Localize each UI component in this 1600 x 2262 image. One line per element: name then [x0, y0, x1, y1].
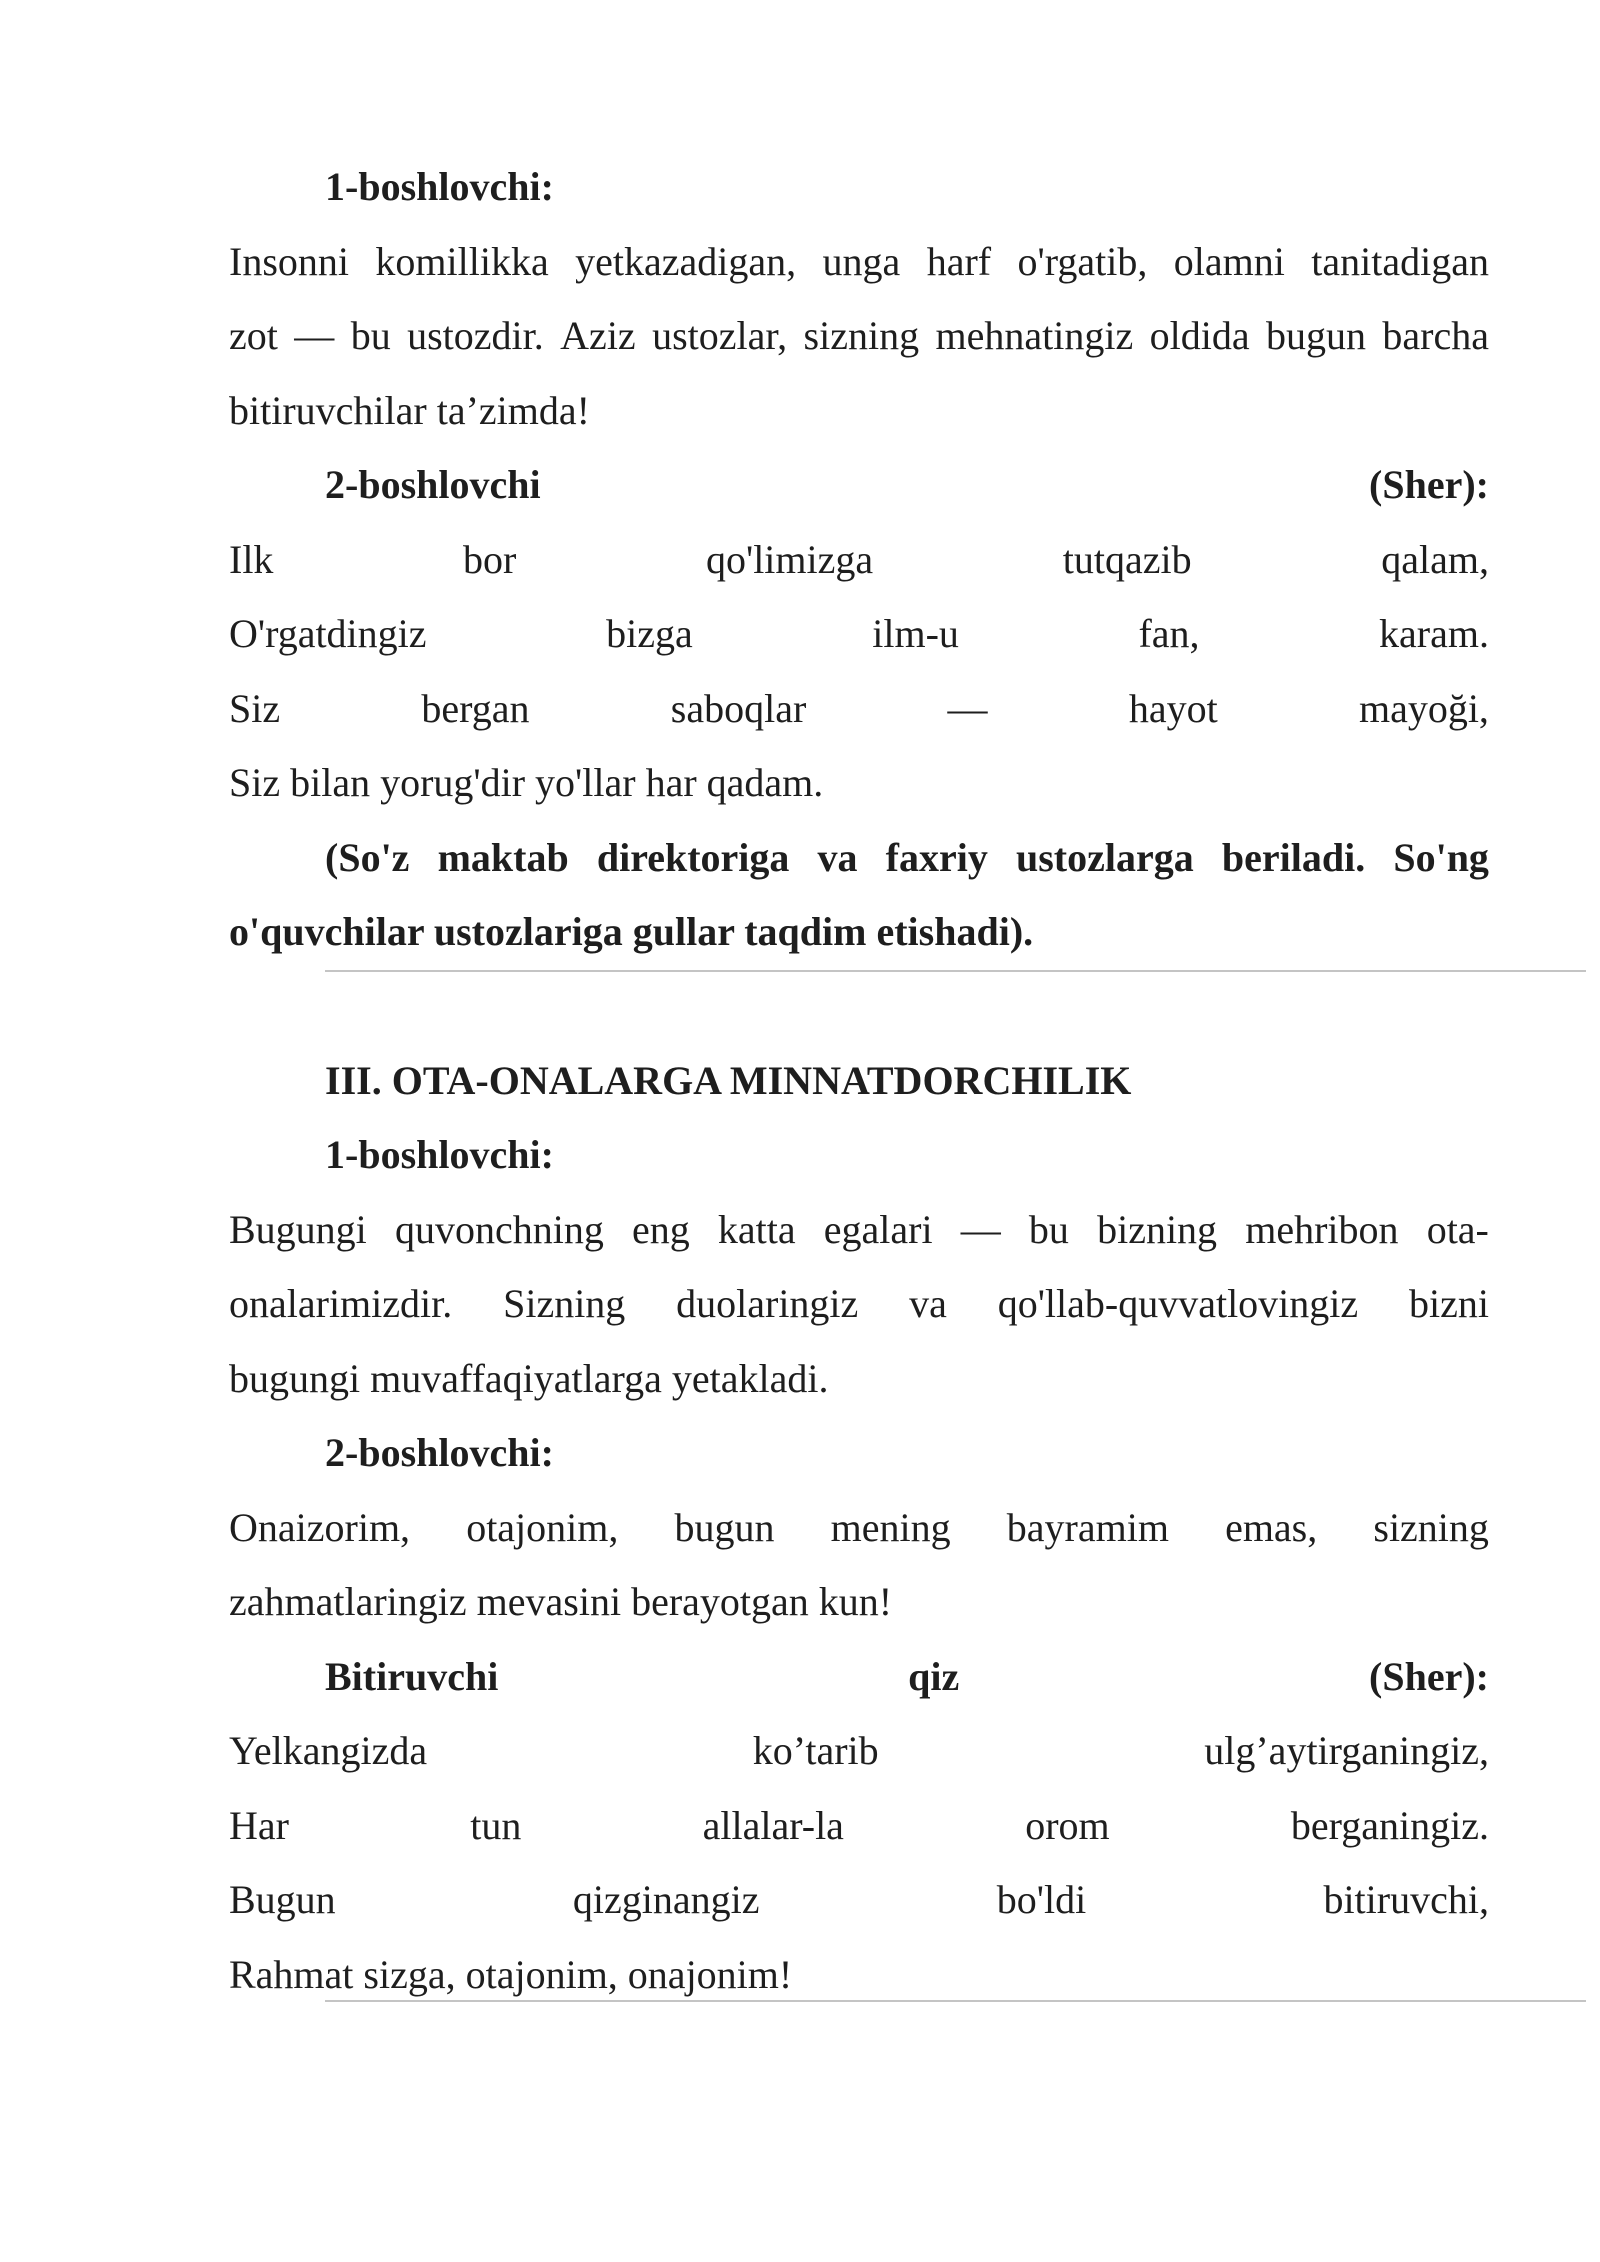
word: bugun — [674, 1504, 775, 1550]
word: komillikka — [375, 238, 549, 284]
word: ustozdir. — [407, 313, 544, 358]
word: ilm-u — [872, 611, 959, 656]
word: O'rgatdingiz — [229, 611, 427, 656]
word: direktoriga — [596, 834, 790, 880]
word: qiz — [908, 1653, 960, 1699]
word: ota- — [1426, 1206, 1489, 1252]
poem-line: Siz bilan yorug'dir yo'llar har qadam. — [229, 760, 824, 805]
word: sizning — [1373, 1504, 1489, 1550]
word: oldida — [1149, 313, 1250, 358]
word: ko’tarib — [752, 1728, 879, 1773]
word: duolaringiz — [676, 1281, 859, 1326]
paragraph-line — [229, 1267, 1489, 1342]
document-page — [229, 150, 1489, 2012]
word: maktab — [437, 834, 569, 880]
word: bergan — [421, 685, 530, 731]
word: karam. — [1379, 611, 1489, 656]
poem-line — [229, 672, 1489, 747]
word: yetkazadigan, — [575, 238, 797, 284]
paragraph-line — [229, 299, 1489, 374]
word: Har — [229, 1802, 289, 1848]
speaker-label: 2-boshlovchi: — [325, 1430, 554, 1475]
word: Insonni — [229, 238, 349, 284]
word: hayot — [1128, 685, 1218, 731]
word: ulg’aytirganingiz, — [1204, 1728, 1489, 1773]
word: saboqlar — [670, 685, 807, 731]
section-gap — [229, 970, 1489, 1022]
word: Bugungi — [229, 1206, 367, 1252]
word: ustozlar, — [652, 313, 788, 358]
word: orom — [1025, 1802, 1110, 1848]
word: Ilk — [229, 536, 274, 582]
paragraph-line: bugungi muvaffaqiyatlarga yetakladi. — [229, 1355, 829, 1401]
word: va — [909, 1281, 947, 1326]
section-divider — [325, 2000, 1586, 2002]
word: berganingiz. — [1290, 1802, 1489, 1848]
word: sizning — [803, 313, 920, 358]
word: — — [947, 685, 988, 731]
word: Bitiruvchi — [325, 1653, 499, 1699]
word: Onaizorim, — [229, 1504, 411, 1550]
word: bor — [463, 536, 517, 582]
stage-direction-line — [229, 821, 1489, 896]
poem-line — [229, 597, 1489, 672]
word: qalam, — [1381, 536, 1489, 582]
word: bizning — [1097, 1206, 1218, 1252]
word: Siz — [229, 685, 281, 731]
word: bitiruvchi, — [1323, 1877, 1489, 1922]
word: unga — [822, 238, 901, 284]
word: quvonchning — [394, 1206, 604, 1252]
word: va — [817, 834, 858, 880]
word: mehnatingiz — [935, 313, 1134, 358]
speaker-line — [229, 448, 1489, 523]
word: qizginangiz — [572, 1877, 760, 1922]
word: allalar-la — [702, 1802, 844, 1848]
word: Bugun — [229, 1877, 336, 1922]
word: faxriy — [885, 834, 988, 880]
speaker-note: (Sher): — [1369, 462, 1489, 507]
word: mening — [830, 1504, 951, 1550]
word: mayoği, — [1358, 685, 1489, 731]
word: bu — [350, 313, 391, 358]
paragraph-line — [229, 1193, 1489, 1268]
poem-line — [229, 1863, 1489, 1938]
paragraph-line — [229, 225, 1489, 300]
section-divider — [325, 970, 1586, 972]
poem-line — [229, 1789, 1489, 1864]
stage-direction-line: o'quvchilar ustozlariga gullar taqdim etishadi). — [229, 909, 1034, 954]
word: otajonim, — [466, 1504, 619, 1550]
poem-line — [229, 1714, 1489, 1789]
word: bayramim — [1006, 1504, 1169, 1550]
word: olamni — [1173, 238, 1285, 284]
word: tutqazib — [1062, 536, 1192, 582]
word: harf — [926, 238, 992, 284]
word: katta — [717, 1206, 796, 1252]
word: beriladi. — [1221, 834, 1366, 880]
word: tanitadigan — [1311, 238, 1489, 284]
word: mehribon — [1245, 1206, 1399, 1252]
word: bizni — [1408, 1281, 1489, 1326]
speaker-label: 1-boshlovchi: — [325, 1132, 554, 1177]
paragraph-line — [229, 1491, 1489, 1566]
word: qo'llab-quvvatlovingiz — [997, 1281, 1359, 1326]
poem-line: Rahmat sizga, otajonim, onajonim! — [229, 1951, 793, 1997]
speaker-label: 1-boshlovchi: — [325, 164, 554, 209]
speaker-label: 2-boshlovchi — [325, 462, 541, 507]
word: ustozlarga — [1015, 834, 1194, 880]
word: Aziz — [560, 313, 636, 358]
section-heading: III. OTA-ONALARGA MINNATDORCHILIK — [325, 1057, 1132, 1103]
word: (Sher): — [1369, 1653, 1489, 1699]
word: Yelkangizda — [229, 1728, 428, 1773]
word: emas, — [1225, 1504, 1318, 1550]
word: bugun — [1266, 313, 1366, 358]
word: egalari — [823, 1206, 933, 1252]
word: tun — [470, 1802, 522, 1848]
word: zot — [229, 313, 278, 358]
speaker-line — [229, 1640, 1489, 1715]
word: — — [960, 1206, 1001, 1252]
paragraph-line: bitiruvchilar ta’zimda! — [229, 387, 590, 433]
word: — — [294, 313, 335, 358]
word: bo'ldi — [996, 1877, 1087, 1922]
word: barcha — [1382, 313, 1489, 358]
word: onalarimizdir. — [229, 1281, 453, 1326]
word: So'ng — [1393, 834, 1489, 880]
word: bu — [1028, 1206, 1069, 1252]
word: (So'z — [325, 834, 410, 880]
word: bizga — [606, 611, 693, 656]
poem-line — [229, 523, 1489, 598]
paragraph-line: zahmatlaringiz mevasini berayotgan kun! — [229, 1579, 893, 1624]
word: eng — [631, 1206, 690, 1252]
word: qo'limizga — [705, 536, 874, 582]
word: o'rgatib, — [1017, 238, 1148, 284]
word: fan, — [1138, 611, 1200, 656]
word: Sizning — [503, 1281, 626, 1326]
